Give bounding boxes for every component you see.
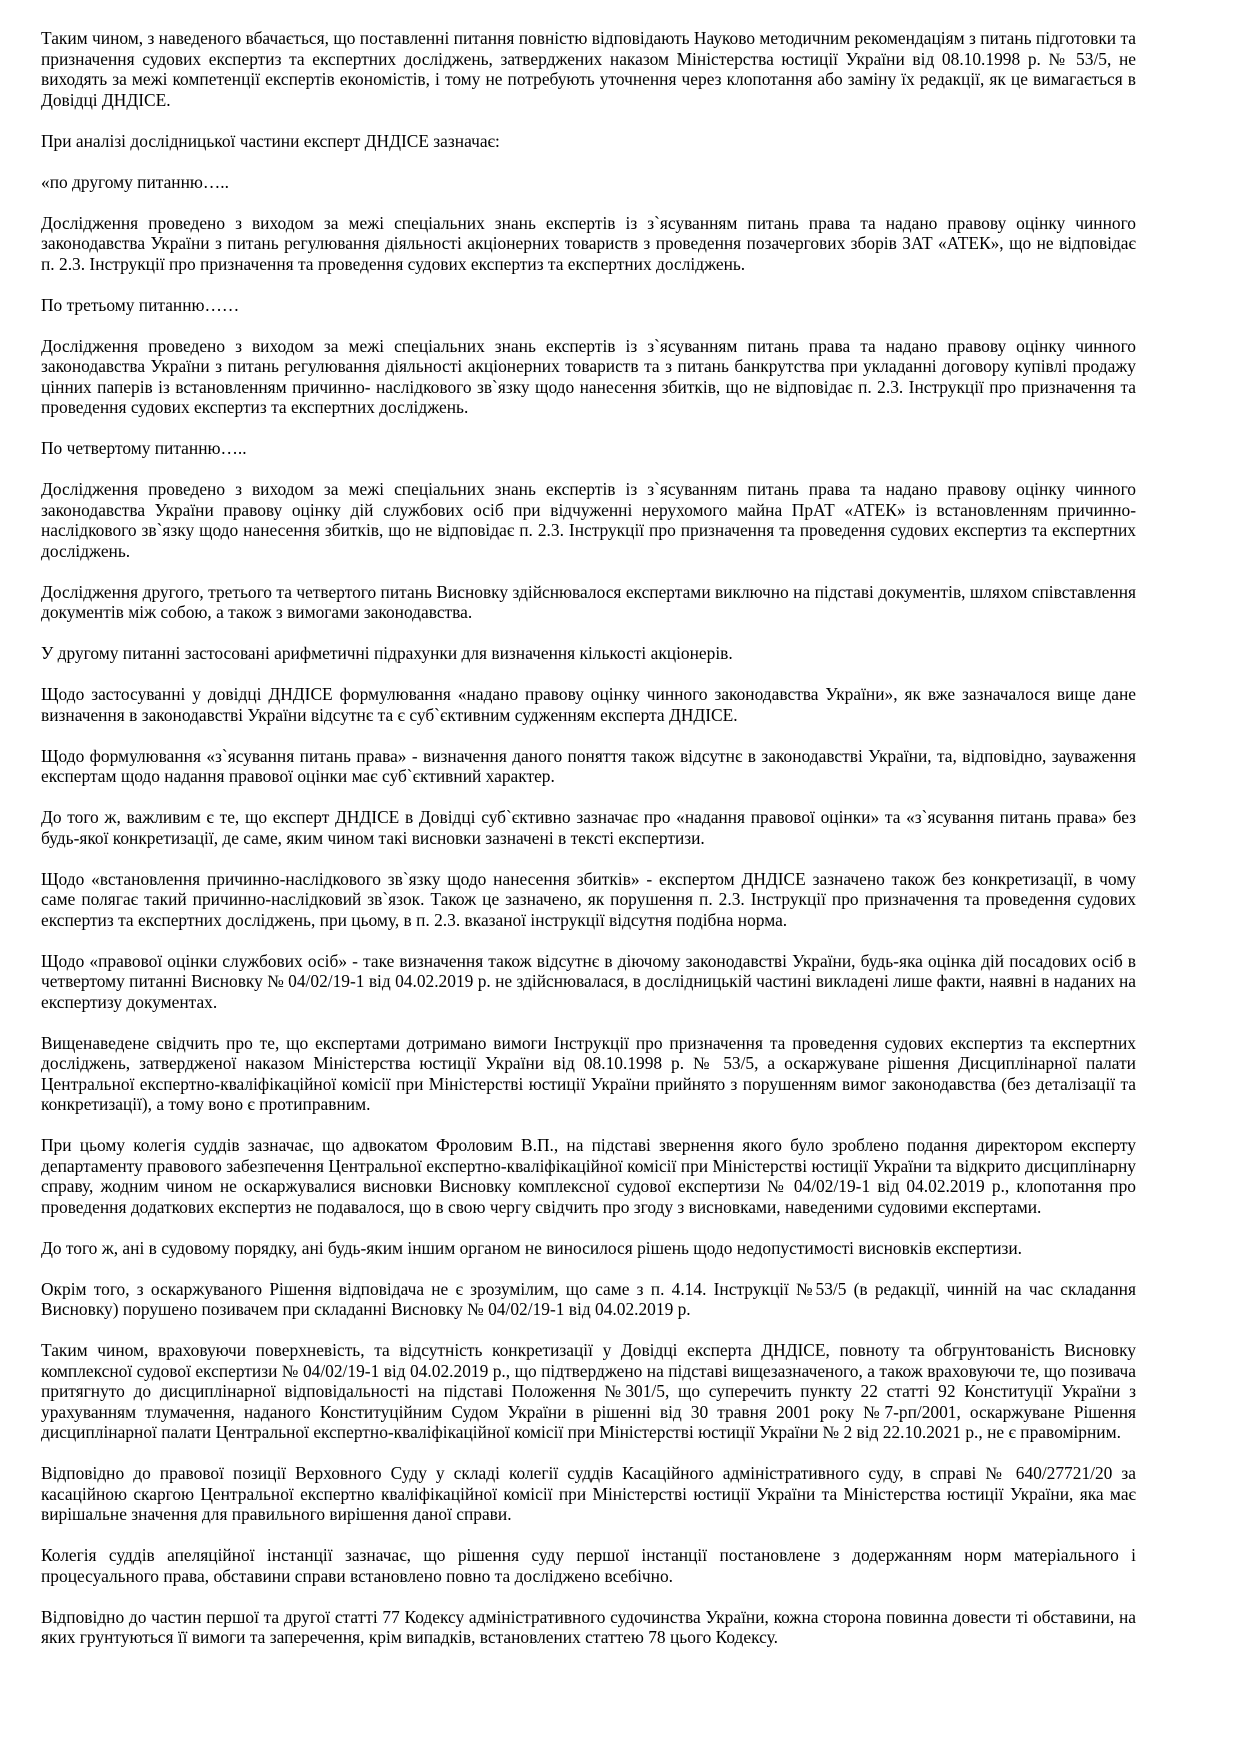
paragraph-8: Дослідження проведено з виходом за межі спеціальних знань експертів із з`ясуванням питань права та надано правову оцінку чинного законодавства України правову оцінку дій службових осіб при відчуженні нерухомого майна ПрАТ «АТЕК» із встановленням причинно- наслідкового зв`язку щодо нанесення збитків, що не відповідає п. 2.3. Інструкції про призначення та проведення судових експертиз та експертних досліджень. bbox=[41, 479, 1136, 561]
paragraph-14: Щодо «встановлення причинно-наслідкового зв`язку щодо нанесення збитків» - експертом ДНДІСЕ зазначено також без конкретизації, в чому саме полягає такий причинно-наслідковий зв`язок. Також це зазначено, як порушення п. 2.3. Інструкції про призначення та проведення судових експертиз та експертних досліджень, при цьому, в п. 2.3. вказаної інструкції відсутня подібна норма. bbox=[41, 868, 1136, 930]
paragraph-7: По четвертому питанню….. bbox=[41, 438, 247, 458]
paragraph-2: При аналізі дослідницької частини експерт ДНДІСЕ зазначає: bbox=[41, 130, 500, 151]
paragraph-23: Відповідно до частин першої та другої статті 77 Кодексу адміністративного судочинства України, кожна сторона повинна довести ті обставини, на яких грунтуються її вимоги та заперечення, крім випадків, встановлених статтею 78 цього Кодексу. bbox=[41, 1606, 1136, 1647]
paragraph-18: До того ж, ані в судовому порядку, ані будь-яким іншим органом не виносилося рішень щодо недопустимості висновків експертизи. bbox=[41, 1237, 1023, 1258]
paragraph-1: Таким чином, з наведеного вбачається, що поставленні питання повністю відповідають Науково методичним рекомендаціям з питань підготовки та призначення судових експертиз та експертних досліджень, затверджених наказом Міністерства юстиції України від 08.10.1998 р. № 53/5, не виходять за межі компетенції експертів економістів, і тому не потребують уточнення через клопотання або заміну їх редакції, як це вимагається в Довідці ДНДІСЕ. bbox=[41, 28, 1136, 110]
paragraph-17: При цьому колегія суддів зазначає, що адвокатом Фроловим В.П., на підставі звернення якого було зроблено подання директором експерту департаменту правового забезпечення Центральної експертно-кваліфікаційної комісії при Міністерстві юстиції України та відкрито дисциплінарну справу, жодним чином не оскаржувалися висновки Висновку комплексної судової експертизи № 04/02/19-1 від 04.02.2019 р., клопотання про проведення додаткових експертиз не подавалося, що в свою чергу свідчить про згоду з висновками, наведеними судовими експертами. bbox=[41, 1135, 1136, 1217]
paragraph-16: Вищенаведене свідчить про те, що експертами дотримано вимоги Інструкції про призначення та проведення судових експертиз та експертних досліджень, затвердженої наказом Міністерства юстиції України від 08.10.1998 р. № 53/5, а оскаржуване рішення Дисциплінарної палати Центральної експертно-кваліфікаційної комісії при Міністерстві юстиції України прийнято з порушенням вимог законодавства (без деталізації та конкретизації), а тому воно є протиправним. bbox=[41, 1032, 1136, 1114]
paragraph-12: Щодо формулювання «з`ясування питань права» - визначення даного поняття також відсутнє в законодавстві України, та, відповідно, зауваження експертам щодо надання правової оцінки має суб`єктивний характер. bbox=[41, 745, 1136, 786]
paragraph-15: Щодо «правової оцінки службових осіб» - таке визначення також відсутнє в діючому законодавстві України, будь-яка оцінка дій посадових осіб в четвертому питанні Висновку № 04/02/19-1 від 04.02.2019 р. не здійснювалася, в дослідницькій частині викладені лише факти, наявні в наданих на експертизу документах. bbox=[41, 950, 1136, 1012]
paragraph-4: Дослідження проведено з виходом за межі спеціальних знань експертів із з`ясуванням питань права та надано правову оцінку чинного законодавства України з питань регулювання діяльності акціонерних товариств з проведення позачергових зборів ЗАТ «АТЕК», що не відповідає п. 2.3. Інструкції про призначення та проведення судових експертиз та експертних досліджень. bbox=[41, 212, 1136, 274]
paragraph-3: «по другому питанню….. bbox=[41, 171, 230, 192]
paragraph-19: Окрім того, з оскаржуваного Рішення відповідача не є зрозумілим, що саме з п. 4.14. Інструкції №53/5 (в редакції, чинній на час складання Висновку) порушено позивачем при складанні Висновку № 04/02/19-1 від 04.02.2019 р. bbox=[41, 1278, 1136, 1319]
paragraph-20: Таким чином, враховуючи поверхневість, та відсутність конкретизації у Довідці експерта ДНДІСЕ, повноту та обгрунтованість Висновку комплексної судової експертизи № 04/02/19-1 від 04.02.2019 р., що підтверджено на підставі вищезазначеного, а також враховуючи те, що позивача притягнуто до дисциплінарної відповідальності на підставі Положення №301/5, що суперечить пункту 22 статті 92 Конституції України з урахуванням тлумачення, наданого Конституційним Судом України в рішенні від 30 травня 2001 року №7-рп/2001, оскаржуване Рішення дисциплінарної палати Центральної експертно-кваліфікаційної комісії при Міністерстві юстиції України № 2 від 22.10.2021 р., не є правомірним. bbox=[41, 1340, 1136, 1442]
paragraph-22: Колегія суддів апеляційної інстанції зазначає, що рішення суду першої інстанції постановлене з додержанням норм матеріального і процесуального права, обставини справи встановлено повно та досліджено всебічно. bbox=[41, 1545, 1136, 1586]
paragraph-10: У другому питанні застосовані арифметичні підрахунки для визначення кількості акціонерів. bbox=[41, 643, 733, 663]
document-body bbox=[41, 28, 1136, 1668]
paragraph-5: По третьому питанню…… bbox=[41, 294, 240, 315]
paragraph-13: До того ж, важливим є те, що експерт ДНДІСЕ в Довідці суб`єктивно зазначає про «надання правової оцінки» та «з`ясування питань права» без будь-якої конкретизації, де саме, яким чином такі висновки зазначені в тексті експертизи. bbox=[41, 807, 1136, 848]
paragraph-11: Щодо застосуванні у довідці ДНДІСЕ формулювання «надано правову оцінку чинного законодавства України», як вже зазначалося вище дане визначення в законодавстві України відсутнє та є суб`єктивним судженням експерта ДНДІСЕ. bbox=[41, 684, 1136, 725]
paragraph-21: Відповідно до правової позиції Верховного Суду у складі колегії суддів Касаційного адміністративного суду, в справі № 640/27721/20 за касаційною скаргою Центральної експертно кваліфікаційної комісії при Міністерстві юстиції України та Міністерства юстиції України, яка має вирішальне значення для правильного вирішення даної справи. bbox=[41, 1463, 1136, 1524]
paragraph-6: Дослідження проведено з виходом за межі спеціальних знань експертів із з`ясуванням питань права та надано правову оцінку чинного законодавства України з питань регулювання діяльності акціонерних товариств та з питань банкрутства при укладанні договору купівлі продажу цінних паперів із встановленням причинно- наслідкового зв`язку щодо нанесення збитків, що не відповідає п. 2.3. Інструкції про призначення та проведення судових експертиз та експертних досліджень. bbox=[41, 335, 1136, 417]
paragraph-9: Дослідження другого, третього та четвертого питань Висновку здійснювалося експертами виключно на підставі документів, шляхом співставлення документів між собою, а також з вимогами законодавства. bbox=[41, 581, 1136, 622]
